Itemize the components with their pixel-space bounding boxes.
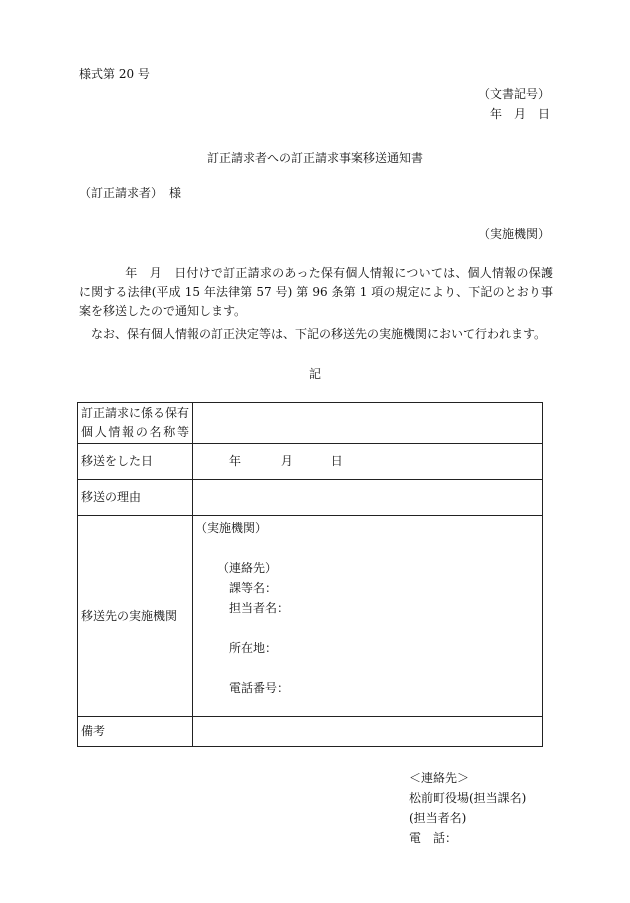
dest-person: 担当者名： bbox=[229, 601, 290, 615]
dest-agency: （実施機関） bbox=[195, 521, 268, 535]
contact-office: 松前町役場(担当課名) bbox=[409, 791, 527, 805]
table-row-information-name bbox=[78, 403, 543, 444]
dest-contact: （連絡先） bbox=[217, 561, 278, 575]
transfer-details-table bbox=[77, 402, 543, 747]
value-destination-agency bbox=[193, 516, 543, 717]
table-row-transfer-reason bbox=[78, 480, 543, 516]
contact-heading: ＜連絡先＞ bbox=[409, 771, 470, 785]
body-paragraph-1 bbox=[79, 264, 553, 321]
sender-agency: （実施機関） bbox=[477, 227, 550, 241]
dest-address: 所在地： bbox=[229, 641, 278, 655]
table-row-remarks bbox=[78, 717, 543, 747]
table-row-destination-agency bbox=[78, 516, 543, 717]
label-transfer-reason: 移送の理由 bbox=[78, 480, 193, 516]
contact-person: (担当者名) bbox=[409, 811, 467, 825]
date-day: 日 bbox=[330, 454, 343, 468]
document-code: （文書記号） bbox=[477, 87, 550, 101]
contact-phone: 電 話： bbox=[409, 831, 458, 845]
form-number: 様式第 20 号 bbox=[79, 67, 150, 81]
ki-heading: 記 bbox=[308, 367, 321, 381]
label-information-name: 訂正請求に係る保有個人情報の名称等 bbox=[78, 403, 193, 444]
dest-section: 課等名： bbox=[229, 581, 278, 595]
document-title: 訂正請求者への訂正請求事案移送通知書 bbox=[206, 151, 423, 165]
date-year: 年 bbox=[229, 454, 242, 468]
body-paragraph-2: なお、保有個人情報の訂正決定等は、下記の移送先の実施機関において行われます。 bbox=[91, 327, 547, 341]
value-transfer-reason bbox=[193, 480, 543, 516]
date-line: 年 月 日 bbox=[489, 107, 550, 121]
label-remarks: 備考 bbox=[78, 717, 193, 747]
recipient: （訂正請求者） 様 bbox=[79, 186, 182, 200]
label-transfer-date: 移送をした日 bbox=[78, 444, 193, 480]
table-row-transfer-date bbox=[78, 444, 543, 480]
date-month: 月 bbox=[280, 454, 293, 468]
body-paragraph-1-text: 年 月 日付けで訂正請求のあった保有個人情報については、個人情報の保護に関する法律(平成 15 年法律第 57 号) 第 96 条第 1 項の規定により、下記のとおり事案を移送したので通知します。 bbox=[79, 266, 553, 318]
label-destination-agency: 移送先の実施機関 bbox=[78, 516, 193, 717]
dest-phone: 電話番号： bbox=[229, 681, 290, 695]
value-transfer-date bbox=[193, 444, 543, 480]
value-remarks bbox=[193, 717, 543, 747]
value-information-name bbox=[193, 403, 543, 444]
